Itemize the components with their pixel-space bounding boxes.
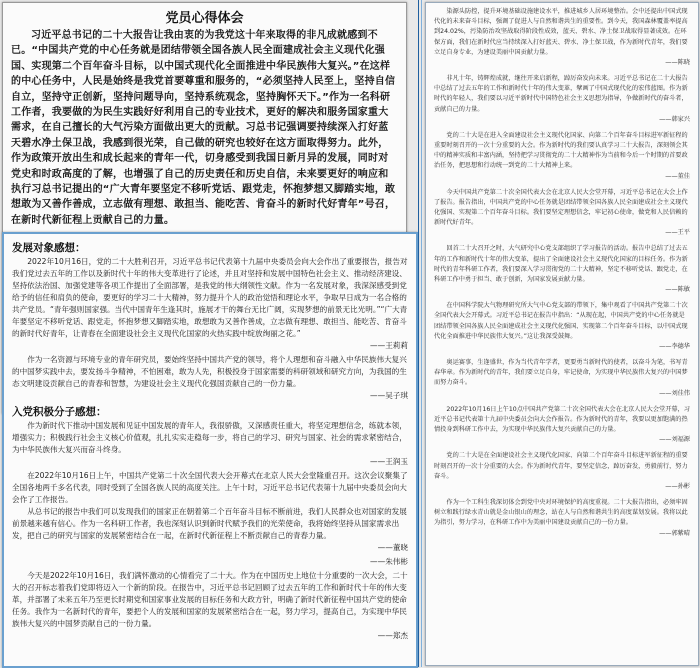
right-entry <box>434 7 690 68</box>
front-entry-text: 今天是2022年10月16日，我们满怀激动的心情看完了二十大。作为在中国历史上地位十分重要的一次大会，二十大的召开标志着我们党即将迈入一个新的阶段。在报告中，习近平总书记回顾了过去五年的工作和新时代十年的伟大变革，并部署了未来五年乃至更长时期党和国家事业发展的目标任务和大政方针，明确了新时代新征程中国共产党的使命任务。我作为一名新时代的青年，要把个人的发展和国家的发展紧密结合在一起，努力学习，提高自己，为实现中华民族伟大复兴的中国梦贡献自己的一份力量。 <box>12 571 408 628</box>
right-entry-text: 党的二十大是在进入全面建设社会主义现代化国家、向第二个百年奋斗目标进军新征程的重要时刻召开的一次十分重要的大会。作为新时代的我们要认真学习二十大报告，深刻领会其中的精神实质和丰富内涵，坚持把学习贯彻党的二十大精神作为当前和今后一个时期的首要政治任务，把思想和行动统一到党的二十大精神上来。 <box>434 131 688 170</box>
right-entry-text: 党的二十大是在全面建设社会主义现代化国家、向第二个百年奋斗目标进军新征程的重要时刻召开的一次十分重要的大会。作为新时代青年，要坚定信念，踔厉奋发，勇毅前行，努力奋斗。 <box>434 452 688 480</box>
right-entry-signature: ——陈晓 <box>665 59 690 67</box>
front-entry-text: 作为一名资源与环境专业的青年研究员，要始终坚持中国共产党的领导，将个人理想和奋斗融入中华民族伟大复兴的中国梦实践中去，要发扬斗争精神，不怕困难，敢为人先，积极投身于国家需要的科研领域和研究方向，为我国的生态文明建设贡献自己的青春和智慧，为建设社会主义现代化强国贡献自己的一份力量。 <box>12 355 407 388</box>
column-divider-line <box>421 0 422 667</box>
front-entry <box>12 506 408 554</box>
front-entry <box>12 470 408 506</box>
right-entry-signature: ——陈敏 <box>665 286 690 294</box>
front-entry-signature: ——郑杰 <box>377 631 408 640</box>
right-entry <box>434 405 690 446</box>
right-entry-text: 回首二十大召开之时，大气研究中心党支部组织了学习报告的活动。报告中总结了过去五年的工作和新时代十年的伟大变革，提出了全面建设社会主义现代化国家的目标任务。作为新时代的青年科研工作者，我们要深入学习贯彻党的二十大精神，坚定不移听党话、跟党走，在科研工作中勇于担当、敢于创新，为国家发展贡献力量。 <box>434 245 688 284</box>
front-entry-text: 作为新时代下推动中国发展和见证中国发展的青年人，我很骄傲，又深感责任重大，将坚定理想信念，练就本领，增强实力；积极践行社会主义核心价值观，扎扎实实走稳每一步，将自己的学习、研究与国家、社会的需求紧密结合，为中华民族伟大复兴而奋斗终身。 <box>12 421 407 454</box>
front-entry-text: 从总书记的报告中我们可以发现我们的国家正在朝着第二个百年奋斗目标不断前进，我们人民群众也对国家的发展前景越来越有信心。作为一名科研工作者，我也深刻认识到新时代赋予我们的光荣使命，我将始终坚持从国家需求出发，把自己的研究与国家的发展紧密结合在一起，在新时代新征程上不断贡献自己的青春力量。 <box>12 507 407 540</box>
right-entry-text: 在中国科学院大气物理研究所大气中心党支部的带领下，集中观看了中国共产党第二十次全国代表大会开幕式。习近平总书记在报告中指出：“从现在起，中国共产党的中心任务就是团结带领全国各族人民全面建成社会主义现代化强国、实现第二个百年奋斗目标，以中国式现代化全面推进中华民族伟大复兴。”这让我深受鼓舞。 <box>434 302 688 340</box>
right-entry-text: 今天中国共产党第二十次全国代表大会在北京人民大会堂开幕，习近平总书记在大会上作了报告。报告指出，中国共产党的中心任务就是团结带领全国各族人民全面建成社会主义现代化强国、实现第二个百年奋斗目标。我们要坚定理想信念，牢记初心使命，做党和人民信赖的新时代好青年。 <box>434 188 688 227</box>
front-entry-text: 2022年10月16日，党的二十大胜利召开，习近平总书记代表第十九届中央委员会向大会作出了重要报告，报告对我们党过去五年的工作以及新时代十年的伟大变革进行了论述，并且对坚持和发展中国特色社会主义、推动经济建设、坚持依法治国、加强党建等各项工作提出了全面部署，是我党的伟大纲领性文献。作为一名发展对象，我深深感受到党给予的信任和肩负的使命，要更好的学习二十大精神，努力提升个人的政治觉悟和理论水平，争取早日成为一名合格的共产党员。“青年强则国家强。当代中国青年生逢其时，施展才干的舞台无比广阔，实现梦想的前景无比光明。”“广大青年要坚定不移听党话、跟党走，怀抱梦想又脚踏实地，敢想敢为又善作善成，立志做有理想、敢担当、能吃苦、肯奋斗的新时代好青年，让青春在全面建设社会主义现代化国家的火热实践中绽放绚丽之花。” <box>12 257 408 338</box>
right-entry-signature: ——王平 <box>665 229 690 237</box>
front-entry <box>12 256 408 352</box>
front-entry-signature: ——王润玉 <box>370 457 408 466</box>
front-entry-signature: ——吴子琪 <box>370 391 408 400</box>
right-entry-signature: ——孙彬 <box>665 482 690 490</box>
right-document-page <box>425 2 699 666</box>
front-entry-signature: ——朱伟彬 <box>370 557 408 566</box>
column-divider-line <box>418 0 419 667</box>
front-document-page <box>2 232 418 668</box>
right-entry-text: 奥运赛事，生逢盛世，作为当代青年学者，更要勇当新时代的使者，以奋斗为笔，书写青春华章。作为新时代的青年，我们要立足自身，牢记使命，为实现中华民族伟大复兴的中国梦而努力奋斗。 <box>434 359 688 387</box>
right-entry <box>434 498 690 539</box>
front-entry-signature: ——董晓 <box>377 543 408 552</box>
right-entry-signature: ——董佳 <box>665 172 690 180</box>
right-entry <box>434 74 690 125</box>
right-entry-signature: ——韩家兴 <box>659 115 690 123</box>
front-entry <box>12 556 408 568</box>
front-entry-text: 在2022年10月16日上午，中国共产党第二十次全国代表大会开幕式在北京人民大会堂隆重召开。这次会议聚集了全国各地两千多名代表，同时受到了全国各族人民的高度关注。上午十时，习近平总书记代表第十九届中央委员会向大会作了工作报告。 <box>12 471 408 504</box>
right-entry <box>434 131 690 182</box>
right-entry-text: 非凡十年，铸辉煌成就，继往开来启新程，踔厉奋发向未来。习近平总书记在二十大报告中总结了过去五年的工作和新时代十年的伟大变革，擘画了中国式现代化的宏伟蓝图。作为新时代的年轻人，我们要以习近平新时代中国特色社会主义思想为指导，争做新时代的奋斗者，贡献自己的力量。 <box>434 75 688 113</box>
back-document-paragraph: 习近平总书记的二十大报告让我由衷的为我党这十年来取得的非凡成就感到不已。“中国共产党的中心任务就是团结带领全国各族人民全面建成社会主义现代化强国、实现第二个百年奋斗目标，以中国式现代化全面推进中华民族伟大复兴。”在这样的中心任务中，人民是始终是我党首要尊重和服务的，“必须坚持人民至上，坚持自信自立，坚持守正创新，坚持问题导向，坚持系统观念，坚持胸怀天下。”作为一名科研工作者，我要做的为民生实践好好利用自己的专业技术，更好的解决和服务国家重大需求，在自己擅长的大气污染方面做出更大的贡献。习总书记强调要持续深入打好蓝天碧水净土保卫战，我感到很光荣，自己做的研究也较好在这方面取得努力。此外，作为政策开放出生和成长起来的青年一代，切身感受到我国日新月异的发展，同时对党史和时政高度的了解，也增强了自己的历史责任和历史自信，未来要更好的响应和执行习总书记提出的“广大青年要坚定不移听党话、跟党走，怀抱梦想又脚踏实地，敢想敢为又善作善成，立志做有理想、敢担当、能吃苦、肯奋斗的新时代好青年”号召，在新时代新征程上贡献自己的力量。 <box>11 30 396 226</box>
right-entry-signature: ——郭紫晴 <box>659 529 690 537</box>
right-entry-signature: ——刘佳伟 <box>659 389 690 397</box>
front-entry-signature: ——王莉莉 <box>370 341 408 350</box>
right-entry-text: 染源头防控，提升环境基础设施建设水平，推进城乡人居环境整治。会中还提出中国式现代化的未来奋斗目标，强调了促进人与自然和谐共生的重要性。到今天，我国森林覆盖率提高到24.02%，污染防治攻坚战取得阶段性成效，蓝天、碧水、净土保卫战取得显著成效。在环保方面，我们在新时代应当持续深入打好蓝天、碧水、净土保卫战，作为新时代青年，我们要立足自身专业，为建设美丽中国贡献力量。 <box>434 8 688 56</box>
right-entry <box>434 188 690 239</box>
right-entry <box>434 244 690 295</box>
back-document-title: 党员心得体会 <box>165 11 244 26</box>
right-entry-signature: ——刘福源 <box>659 436 690 444</box>
right-entry <box>434 451 690 492</box>
section-heading-development: 发展对象感想： <box>12 242 86 254</box>
front-entry <box>12 354 408 402</box>
front-entry <box>12 570 408 642</box>
front-entry <box>12 420 408 468</box>
section-heading-activist: 入党积极分子感想： <box>12 406 107 418</box>
right-entry-text: 作为一个工科生我深切体会到党中央对环境保护的高度重视。二十大报告指出，必须牢固树立和践行绿水青山就是金山银山的理念，站在人与自然和谐共生的高度谋划发展。我将以此为指引，努力学习，在科研工作中为美丽中国建设贡献自己的一份力量。 <box>434 498 688 527</box>
right-entry <box>434 358 690 399</box>
right-entry-text: 2022年10月16日上午10点中国共产党第二十次全国代表大会在北京人民大会堂开幕，习近平总书记代表第十九届中央委员会向大会作报告。作为新时代的青年，我要以更加饱满的热情投身到科研工作中去，为实现中华民族伟大复兴贡献自己的力量。 <box>434 405 690 434</box>
right-entry <box>434 301 690 352</box>
right-entry-signature: ——李德华 <box>659 343 690 351</box>
